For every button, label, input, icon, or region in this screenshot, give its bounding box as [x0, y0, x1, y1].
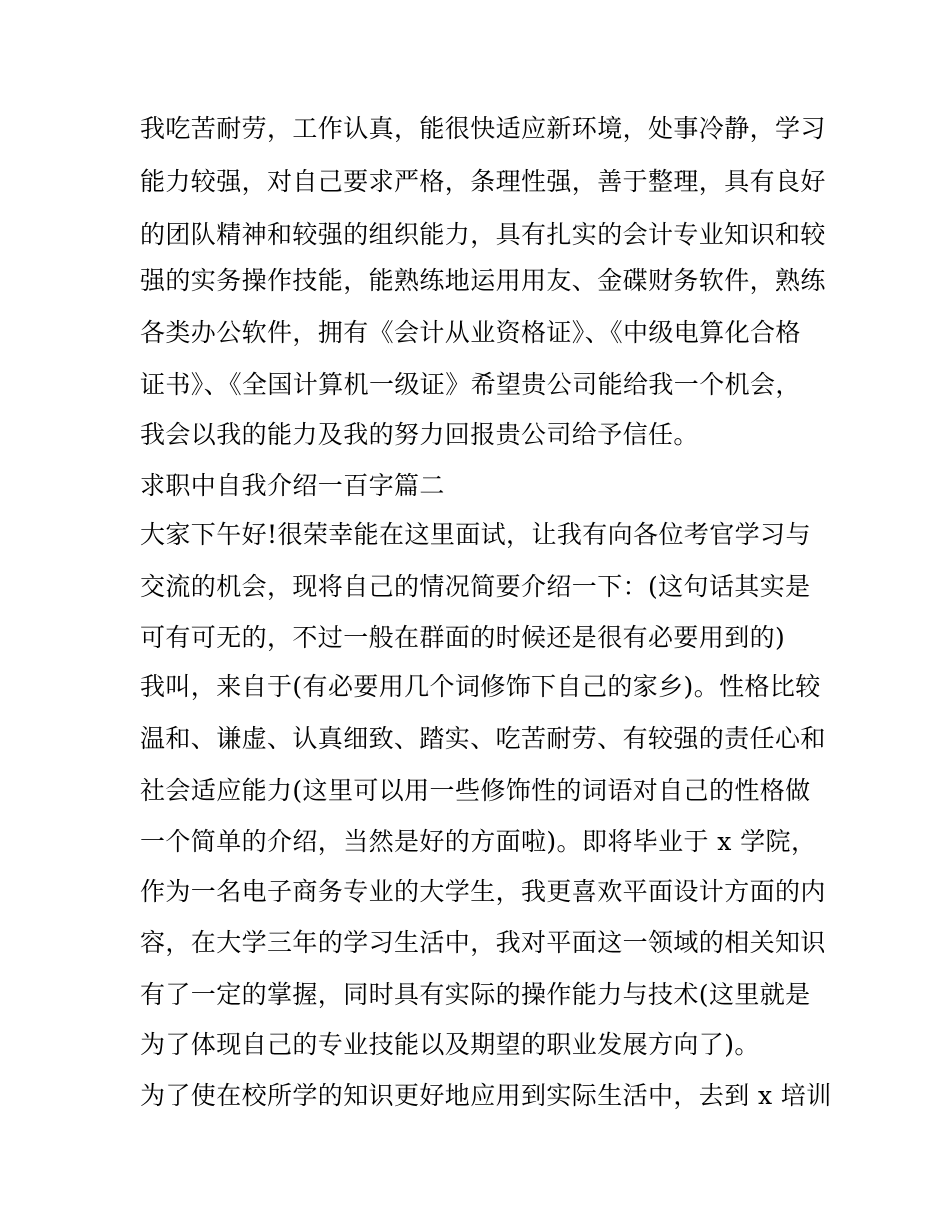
- text-line: 交流的机会，现将自己的情况简要介绍一下：(这句话其实是: [140, 572, 811, 601]
- text-line: 容，在大学三年的学习生活中，我对平面这一领域的相关知识: [140, 928, 826, 957]
- section-heading: 求职中自我介绍一百字篇二: [140, 471, 445, 500]
- text-line: 我会以我的能力及我的努力回报贵公司给予信任。: [140, 420, 699, 449]
- text-line: 我叫，来自于(有必要用几个词修饰下自己的家乡)。性格比较: [140, 672, 821, 701]
- text-line: 强的实务操作技能，能熟练地运用用友、金碟财务软件，熟练: [140, 266, 826, 295]
- text-line: 的团队精神和较强的组织能力，具有扎实的会计专业知识和较: [140, 220, 826, 249]
- text-line: 一个简单的介绍，当然是好的方面啦)。即将毕业于 x 学院，: [140, 827, 817, 856]
- text-line: 能力较强，对自己要求严格，条理性强，善于整理，具有良好: [140, 167, 826, 196]
- text-line: 我吃苦耐劳，工作认真，能很快适应新环境，处事冷静，学习: [140, 114, 826, 143]
- text-line: 为了使在校所学的知识更好地应用到实际生活中，去到 x 培训: [140, 1081, 832, 1110]
- text-line: 可有可无的，不过一般在群面的时候还是很有必要用到的): [140, 623, 786, 652]
- text-line: 社会适应能力(这里可以用一些修饰性的词语对自己的性格做: [140, 776, 811, 805]
- text-line: 为了体现自己的专业技能以及期望的职业发展方向了)。: [140, 1030, 760, 1059]
- text-line: 大家下午好!很荣幸能在这里面试，让我有向各位考官学习与: [140, 520, 811, 549]
- text-line: 作为一名电子商务专业的大学生，我更喜欢平面设计方面的内: [140, 877, 826, 906]
- text-line: 温和、谦虚、认真细致、踏实、吃苦耐劳、有较强的责任心和: [140, 724, 826, 753]
- text-line: 有了一定的掌握，同时具有实际的操作能力与技术(这里就是: [140, 980, 811, 1009]
- text-line: 各类办公软件，拥有《会计从业资格证》、《中级电算化合格: [140, 318, 801, 347]
- text-line: 证书》、《全国计算机一级证》希望贵公司能给我一个机会，: [140, 370, 801, 399]
